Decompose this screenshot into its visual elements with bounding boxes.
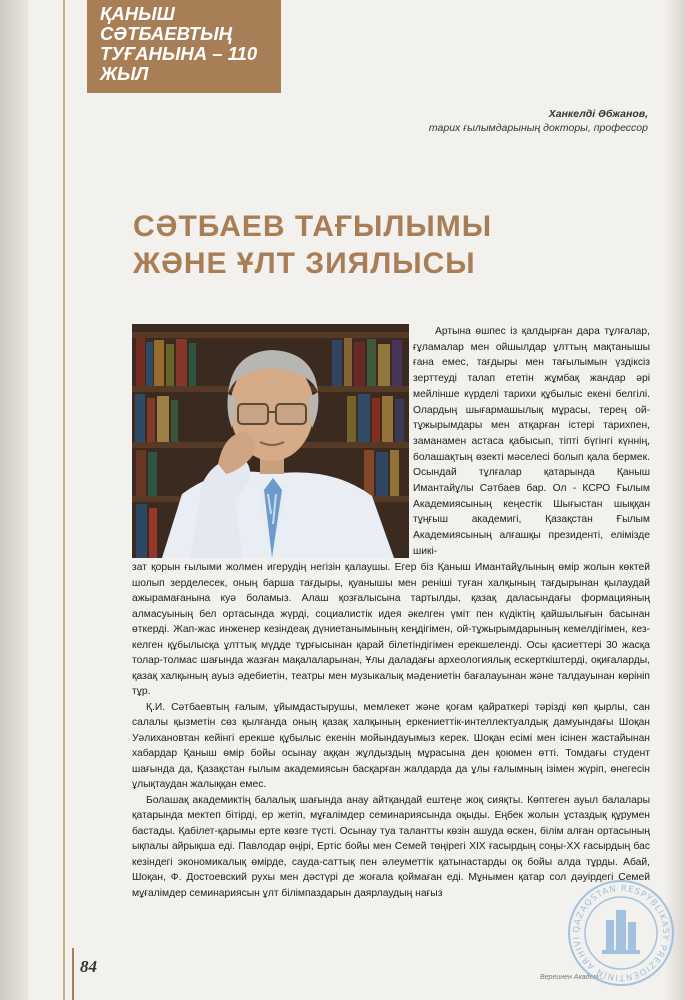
rubric-line: ЖЫЛ: [100, 63, 149, 84]
margin-rule: [63, 0, 65, 1000]
body-paragraph: Болашақ академиктің балалық шағында анау айтқандай ештеңе жоқ сияқты. Көптеген ауыл балалары қатарында мектеп бітірді, ер жетіп, мұғалімдер семинариясында оқыды. Еңбек жолын ұстаздық құрумен бастады. Қабілет-қарымы ерте көзге түсті. Осынау туа талантты көзін ашуда өскен, білім алған ортасының ықпалы айрықша еді. Павлодар өңірі, Ертіс бойы мен Семей төңірегі XIX ғасырдың соңы-XX ғасырдың бас кезіндегі экономикалық өмірде, сауда-саттық пен әлеуметтік қатынастарды оқ бойы алда тұрды. Абай, Шоқан, Ф. Достоевский рухы мен дәстүрі де жоғала қоймаған еді. Мұнымен қатар сол дәуірдегі Семей мұғалімдер семинариясын ұлт білімпаздарын даярлаудың нағыз: [132, 794, 650, 899]
rubric-line: ТУҒАНЫНА – 110: [100, 43, 258, 64]
page-edge-shadow: [665, 0, 685, 1000]
author-block: [429, 107, 648, 135]
intro-column: [413, 324, 650, 560]
section-rubric: [87, 0, 281, 93]
page-binding-shadow: [0, 0, 28, 1000]
author-credentials: тарих ғылымдарының докторы, профессор: [428, 122, 648, 134]
footer-rule: [72, 948, 74, 1000]
rubric-line: СӘТБАЕВТЫҢ: [100, 23, 232, 44]
body-paragraph: зат қорын ғылыми жолмен игерудің негізін қалаушы. Егер біз Қаныш Имантайұлының өмір жолын көктей шолып зерделесек, оның барша тағдыры, қуанышы мен реніші туған халқының тағдырынан қылаудай ажырамағанына куә боламыз. Алаш қозғалысына тартылды, қазақ даласындағы формацияның алмасуының бел ортасында жүрді, социалистік идея әкелген үміт пен күдіктің қайшылығын басынан өткерді. Жап-жас инженер кезіндеақ дүниетанымының кеңдігімен, ой-тұжырымдарының кемелдігімен, кез-келген құбылысқа ұлттық мүдде тұрғысынан қарай білетіндігімен ерекшеленді. Осы қасиеттері 30 жасқа толар-толмас шағында жазған мақалаларынан, Ұлы даладағы археологиялық ескерткіштерді, оқиғаларды, қазақ халқының ауыз әдебиетін, театры мен музыкалық мәдениетін бағалауынан және талдауынан көрініп тұр.: [132, 562, 650, 697]
portrait-illustration: [132, 324, 409, 558]
stamp-text: QAZAQSTAN RESPÝBLIKASY PREZIDENTINIŃ ARHIVI: [571, 883, 671, 983]
article-title: [133, 208, 492, 282]
rubric-line: ҚАНЫШ: [100, 3, 175, 24]
article-body: [132, 560, 650, 901]
portrait-photo: [132, 324, 409, 558]
footer-mark: Вереинен Академ...: [540, 974, 604, 981]
archive-stamp: [566, 878, 676, 988]
title-line: ЖӘНЕ ҰЛТ ЗИЯЛЫСЫ: [133, 247, 476, 280]
body-paragraph: Қ.И. Сәтбаевтың ғалым, ұйымдастырушы, мемлекет және қоғам қайраткері тәрізді көп қырлы, сан салалы қызметін сөз қылғанда оның қазақ халқының еркениеттік-интеллектуалдық дамуындағы Шоқан Уәлихановтан кейінгі ерекше құбылыс екенін мойындауымыз керек. Шоқан есімі мен ісінен жастайынан хабардар Қаныш өмір бойы осынау аққан жұлдыздың мұрасына ден қоюмен өтті. Томдағы студент шағында да, Қазақстан ғылым академиясын басқарған жалдарда да ұлы ғалымның ізімен жүріп, өнегесін ұлықтаудан жалыққан емес.: [132, 701, 650, 790]
intro-paragraph: Артына өшпес із қалдырған дара тұлғалар, ғұламалар мен ойшылдар ұлттың мақтанышы ғана емес, тағдыры мен тағылымын үздіксіз зерттеуді талап ететін жұмбақ жандар әрі мейлінше күрделі тарихи құбылыс екені белгілі. Олардың шығармашылық мұрасы, терең ой-тұжырымдары мен атқарған істері тарихпен, заманамен астаса қабысып, тіпті бүгінгі күннің, болашақтың өзекті мәселесі болып қала бермек. Осындай тұлғалар қатарында Қаныш Имантайұлы Сәтбаев бар. Ол - КСРО Ғылым Академиясының кеңестік Шығыстан шыққан тұңғыш академигі, Қазақстан Ғылым Академиясының алғашқы президенті, елімізде шикі-: [413, 326, 650, 557]
title-line: СӘТБАЕВ ТАҒЫЛЫМЫ: [133, 210, 493, 243]
page-number: 84: [80, 957, 97, 976]
author-name: Ханкелді Әбжанов,: [548, 108, 648, 120]
archive-seal-icon: [566, 878, 676, 988]
